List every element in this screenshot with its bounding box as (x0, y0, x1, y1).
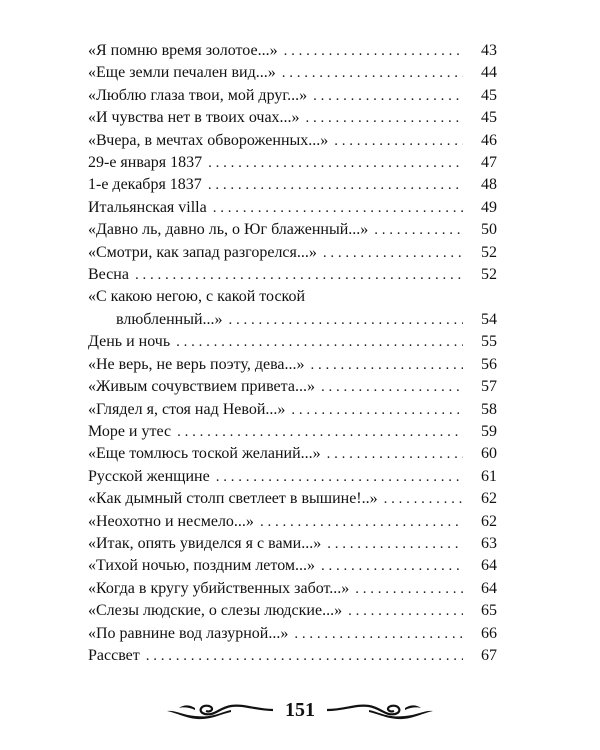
toc-entry-page-number: 55 (481, 333, 497, 351)
dot-leader (327, 533, 463, 555)
dot-leader (135, 264, 463, 286)
dot-leader (213, 197, 463, 219)
toc-entry[interactable] (88, 242, 497, 264)
toc-entry-title: «Не верь, не верь поэту, дева...» (88, 355, 305, 373)
table-of-contents (88, 40, 497, 667)
toc-entry-title: День и ночь (88, 333, 171, 351)
dot-leader (216, 466, 463, 488)
dot-leader (334, 130, 463, 152)
dot-leader (327, 443, 463, 465)
toc-entry[interactable] (88, 130, 497, 152)
toc-entry-page-number: 50 (481, 221, 497, 239)
toc-entry-title: Море и утес (88, 422, 172, 440)
toc-entry-title-continued: влюбленный...» (116, 310, 223, 328)
dot-leader (306, 107, 463, 129)
toc-entry-title: «Когда в кругу убийственных забот...» (88, 579, 350, 597)
toc-entry-title: «Живым сочувствием привета...» (88, 378, 315, 396)
toc-entry[interactable] (88, 376, 497, 398)
page-footer (0, 690, 600, 730)
toc-entry[interactable] (88, 40, 497, 62)
toc-entry-page-number: 64 (481, 579, 497, 597)
toc-entry[interactable] (88, 85, 497, 107)
toc-entry-title: «Неохотно и несмело...» (88, 512, 254, 530)
toc-entry-page-number: 60 (481, 445, 497, 463)
toc-entry-page-number: 44 (481, 64, 497, 82)
toc-entry[interactable] (88, 62, 497, 84)
toc-entry[interactable] (88, 286, 497, 331)
dot-leader (260, 511, 463, 533)
toc-entry[interactable] (88, 219, 497, 241)
dot-leader (229, 309, 463, 331)
toc-entry-title: «Слезы людские, о слезы людские...» (88, 602, 343, 620)
dot-leader (313, 85, 463, 107)
toc-entry-page-number: 58 (481, 400, 497, 418)
dot-leader (177, 421, 463, 443)
dot-leader (176, 331, 463, 353)
toc-entry-title: «Тихой ночью, поздним летом...» (88, 557, 316, 575)
toc-entry[interactable] (88, 443, 497, 465)
toc-entry[interactable] (88, 331, 497, 353)
toc-entry[interactable] (88, 488, 497, 510)
toc-entry-page-number: 61 (481, 467, 497, 485)
toc-entry-title: Рассвет (88, 646, 140, 664)
toc-entry-page-number: 67 (481, 646, 497, 664)
dot-leader (321, 555, 463, 577)
dot-leader (282, 62, 463, 84)
toc-entry-page-number: 54 (481, 310, 497, 328)
toc-entry-page-number: 52 (481, 243, 497, 261)
toc-entry-page-number: 66 (481, 624, 497, 642)
toc-entry[interactable] (88, 578, 497, 600)
dot-leader (384, 488, 463, 510)
toc-entry[interactable] (88, 107, 497, 129)
toc-entry[interactable] (88, 174, 497, 196)
dot-leader (291, 399, 463, 421)
toc-entry[interactable] (88, 466, 497, 488)
toc-entry-page-number: 65 (481, 602, 497, 620)
dot-leader (146, 645, 463, 667)
toc-entry-title: «Давно ль, давно ль, о Юг блаженный...» (88, 221, 369, 239)
dot-leader (294, 623, 463, 645)
toc-entry[interactable] (88, 421, 497, 443)
toc-entry-title: Итальянская villa (88, 198, 207, 216)
toc-entry-page-number: 48 (481, 176, 497, 194)
dot-leader (208, 174, 463, 196)
toc-entry[interactable] (88, 533, 497, 555)
toc-entry-page-number: 56 (481, 355, 497, 373)
toc-entry-title: Весна (88, 266, 129, 284)
toc-entry-title: «По равнине вод лазурной...» (88, 624, 289, 642)
toc-entry-page-number: 47 (481, 154, 497, 172)
toc-entry-title: «Смотри, как запад разгорелся...» (88, 243, 317, 261)
toc-entry[interactable] (88, 152, 497, 174)
toc-entry-page-number: 49 (481, 198, 497, 216)
toc-entry-page-number: 64 (481, 557, 497, 575)
dot-leader (284, 40, 463, 62)
toc-entry-title: «Итак, опять увиделся я с вами...» (88, 534, 322, 552)
toc-entry-title: «И чувства нет в твоих очах...» (88, 109, 300, 127)
toc-entry[interactable] (88, 555, 497, 577)
toc-entry-title: «Вчера, в мечтах обвороженных...» (88, 131, 329, 149)
toc-entry-title: «Как дымный столп светлеет в вышине!..» (88, 490, 378, 508)
toc-entry[interactable] (88, 511, 497, 533)
toc-entry[interactable] (88, 354, 497, 376)
toc-entry[interactable] (88, 623, 497, 645)
toc-entry-title: 29-е января 1837 (88, 154, 203, 172)
right-flourish-ornament (325, 698, 435, 722)
dot-leader (208, 152, 463, 174)
left-flourish-ornament (165, 698, 275, 722)
dot-leader (355, 578, 463, 600)
toc-entry-page-number: 62 (481, 490, 497, 508)
toc-entry-title: «Я помню время золотое...» (88, 42, 278, 59)
toc-entry-title: 1-е декабря 1837 (88, 176, 202, 194)
toc-entry-page-number: 59 (481, 422, 497, 440)
toc-entry-title: «Глядел я, стоя над Невой...» (88, 400, 286, 418)
toc-entry[interactable] (88, 264, 497, 286)
toc-entry-title: «Еще томлюсь тоской желаний...» (88, 445, 321, 463)
toc-entry[interactable] (88, 399, 497, 421)
toc-entry-title: «С какою негою, с какой тоской (88, 288, 306, 306)
toc-entry-page-number: 57 (481, 378, 497, 396)
toc-entry-title: Русской женщине (88, 467, 210, 485)
toc-entry-page-number: 45 (481, 86, 497, 104)
toc-entry-page-number: 45 (481, 109, 497, 127)
toc-entry[interactable] (88, 197, 497, 219)
toc-entry-page-number: 43 (481, 42, 497, 59)
toc-entry-page-number: 46 (481, 131, 497, 149)
toc-entry[interactable] (88, 600, 497, 622)
toc-entry-title: «Люблю глаза твои, мой друг...» (88, 86, 308, 104)
toc-entry-title: «Еще земли печален вид...» (88, 64, 276, 82)
toc-entry-page-number: 52 (481, 266, 497, 284)
page-number: 151 (285, 698, 315, 721)
dot-leader (348, 600, 463, 622)
dot-leader (374, 219, 463, 241)
dot-leader (323, 242, 463, 264)
toc-entry[interactable] (88, 645, 497, 667)
toc-entry-page-number: 63 (481, 534, 497, 552)
dot-leader (311, 354, 463, 376)
toc-entry-page-number: 62 (481, 512, 497, 530)
dot-leader (321, 376, 463, 398)
